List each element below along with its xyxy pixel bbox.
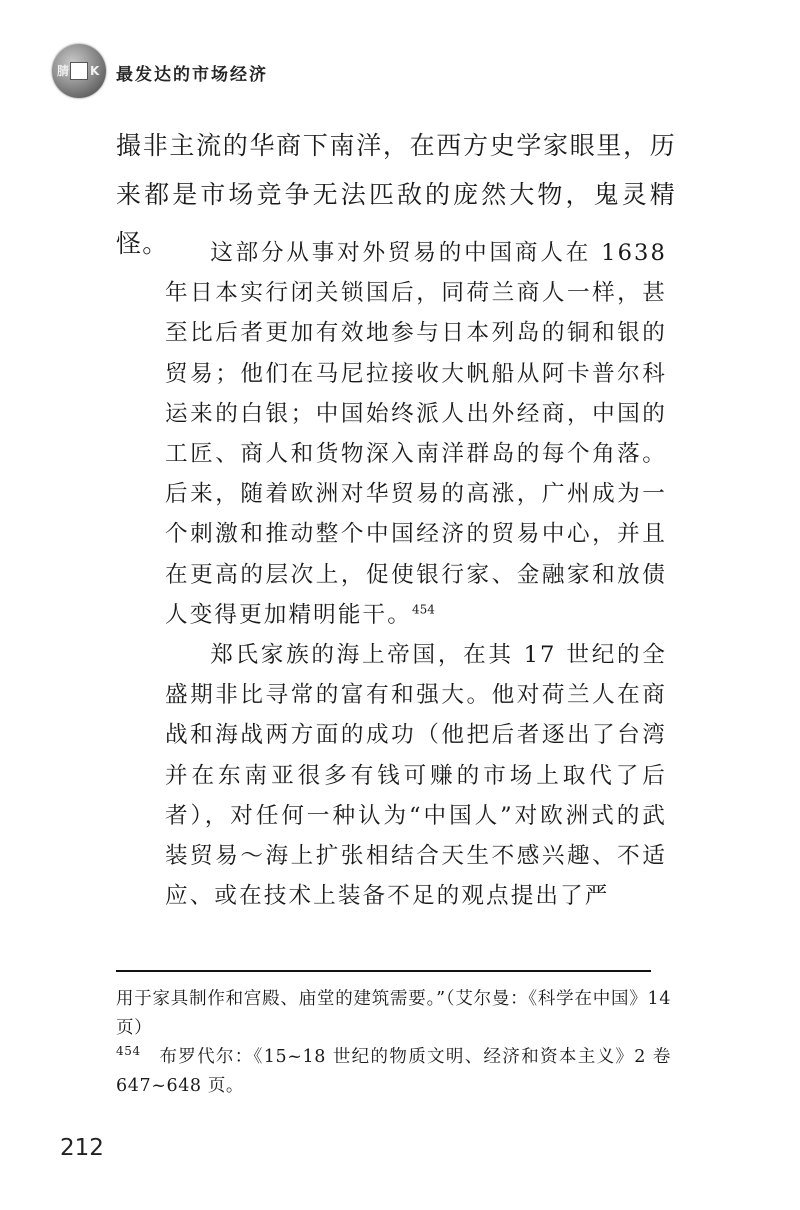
running-title: 最发达的市场经济 xyxy=(116,65,268,85)
footnote-divider xyxy=(116,970,651,972)
quote-paragraph-1 xyxy=(165,233,667,635)
footnote-text: 布罗代尔：《15~18 世纪的物质文明、经济和资本主义》2 卷 647~648 页。 xyxy=(116,1047,671,1096)
quote-paragraph-2: 郑氏家族的海上帝国，在其 17 世纪的全盛期非比寻常的富有和强大。他对荷兰人在商战和海战两方面的成功（他把后者逐出了台湾并在东南亚很多有钱可赚的市场上取代了后者），对任何一种认为“中国人”对欧洲式的武装贸易～海上扩张相结合天生不感兴趣、不适应、或在技术上装备不足的观点提出了严 xyxy=(165,642,667,910)
coin-glyph-right: K xyxy=(90,64,100,78)
block-quote xyxy=(165,233,667,916)
quote-paragraph-1-text: 这部分从事对外贸易的中国商人在 1638 年日本实行闭关锁国后，同荷兰商人一样，甚至比后者更加有效地参与日本列岛的铜和银的贸易；他们在马尼拉接收大帆船从阿卡普尔科运来的白银；中国始终派人出外经商，中国的工匠、商人和货物深入南洋群岛的每个角落。后来，随着欧洲对华贸易的高涨，广州成为一个刺激和推动整个中国经济的贸易中心，并且在更高的层次上，促使银行家、金融家和放债人变得更加精明能干。 xyxy=(165,240,667,628)
page-header xyxy=(52,44,752,100)
coin-glyph-left: 腈 xyxy=(57,64,70,78)
footnotes xyxy=(116,985,671,1101)
footnote-reference[interactable]: 454 xyxy=(411,602,435,617)
coin-logo-icon xyxy=(52,44,106,98)
footnote-continued: 用于家具制作和宫殿、庙堂的建筑需要。”（艾尔曼：《科学在中国》14 页） xyxy=(116,989,671,1038)
page-number: 212 xyxy=(60,1135,104,1161)
footnote-number: 454 xyxy=(116,1044,141,1059)
footnote-454 xyxy=(116,1043,671,1101)
lead-paragraph: 撮非主流的华商下南洋，在西方史学家眼里，历来都是市场竞争无法匹敌的庞然大物，鬼灵精怪。 xyxy=(116,131,676,258)
coin-square-hole xyxy=(70,62,88,80)
